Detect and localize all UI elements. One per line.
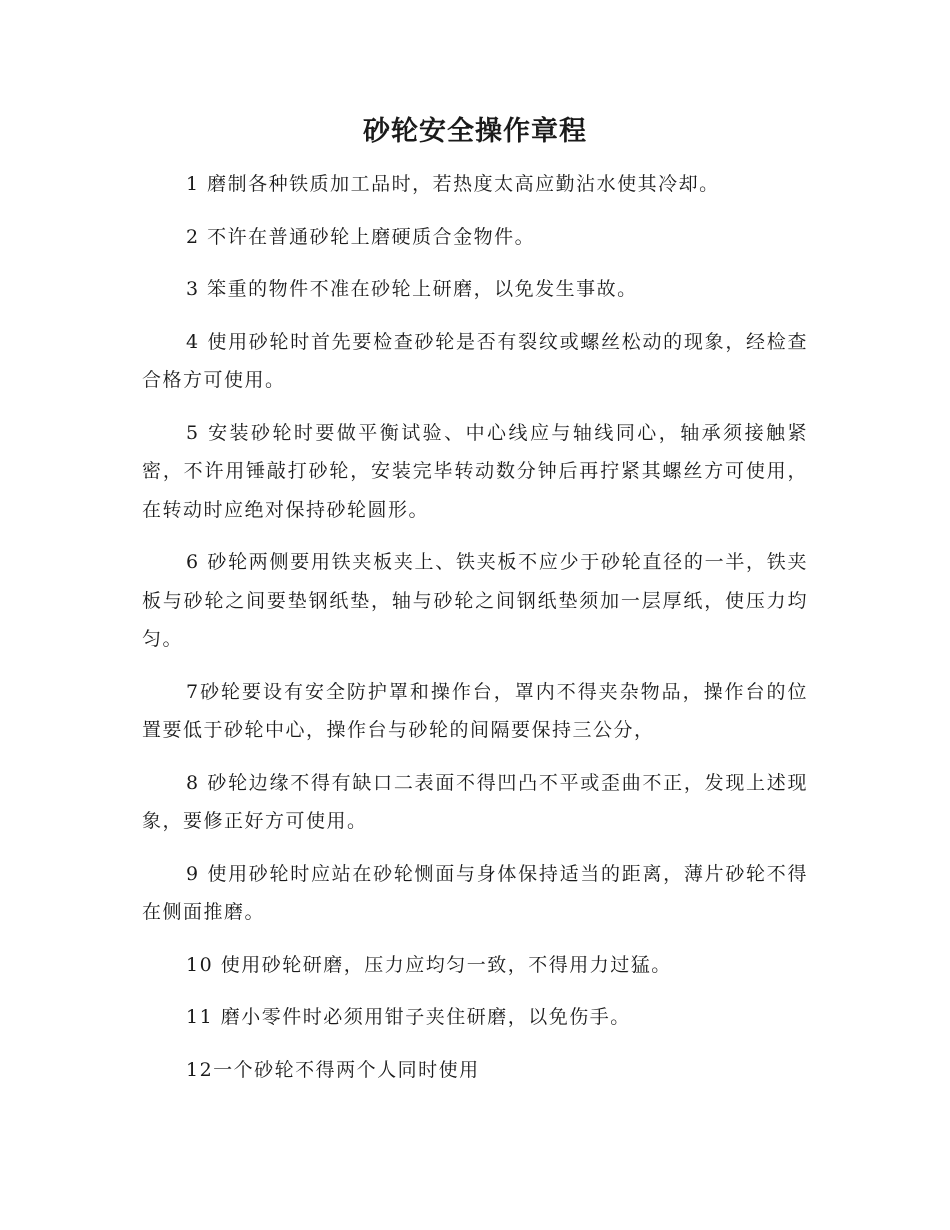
rule-item: 5 安装砂轮时要做平衡试验、中心线应与轴线同心，轴承须接触紧密，不许用锤敲打砂轮，安装完毕转动数分钟后再拧紧其螺丝方可使用，在转动时应绝对保持砂轮圆形。	[142, 421, 808, 521]
rule-item: 11 磨小零件时必须用钳子夹住研磨，以免伤手。	[186, 1006, 631, 1028]
rule-item: 6 砂轮两侧要用铁夹板夹上、铁夹板不应少于砂轮直径的一半，铁夹板与砂轮之间要垫钢纸垫，轴与砂轮之间钢纸垫须加一层厚纸，使压力均匀。	[142, 551, 808, 650]
rule-item: 12一个砂轮不得两个人同时使用	[186, 1058, 480, 1081]
page-title: 砂轮安全操作章程	[363, 116, 587, 147]
rule-item: 2 不许在普通砂轮上磨硬质合金物件。	[186, 225, 536, 248]
rule-item: 1 磨制各种铁质加工品时，若热度太高应勤沾水使其冷却。	[186, 173, 720, 195]
rule-item: 10 使用砂轮研磨，压力应均匀一致，不得用力过猛。	[186, 953, 672, 976]
rule-item: 4 使用砂轮时首先要检查砂轮是否有裂纹或螺丝松动的现象，经检查合格方可使用。	[142, 330, 808, 391]
rule-item: 7砂轮要设有安全防护罩和操作台，罩内不得夹杂物品，操作台的位置要低于砂轮中心，操作台与砂轮的间隔要保持三公分，	[142, 680, 808, 741]
rules-list	[142, 165, 808, 1103]
rule-item: 9 使用砂轮时应站在砂轮恻面与身体保持适当的距离，薄片砂轮不得在侧面推磨。	[142, 862, 808, 923]
rule-item: 8 砂轮边缘不得有缺口二表面不得凹凸不平或歪曲不正，发现上述现象，要修正好方可使用。	[142, 771, 808, 832]
rule-item: 3 笨重的物件不准在砂轮上研磨，以免发生事故。	[186, 278, 638, 300]
